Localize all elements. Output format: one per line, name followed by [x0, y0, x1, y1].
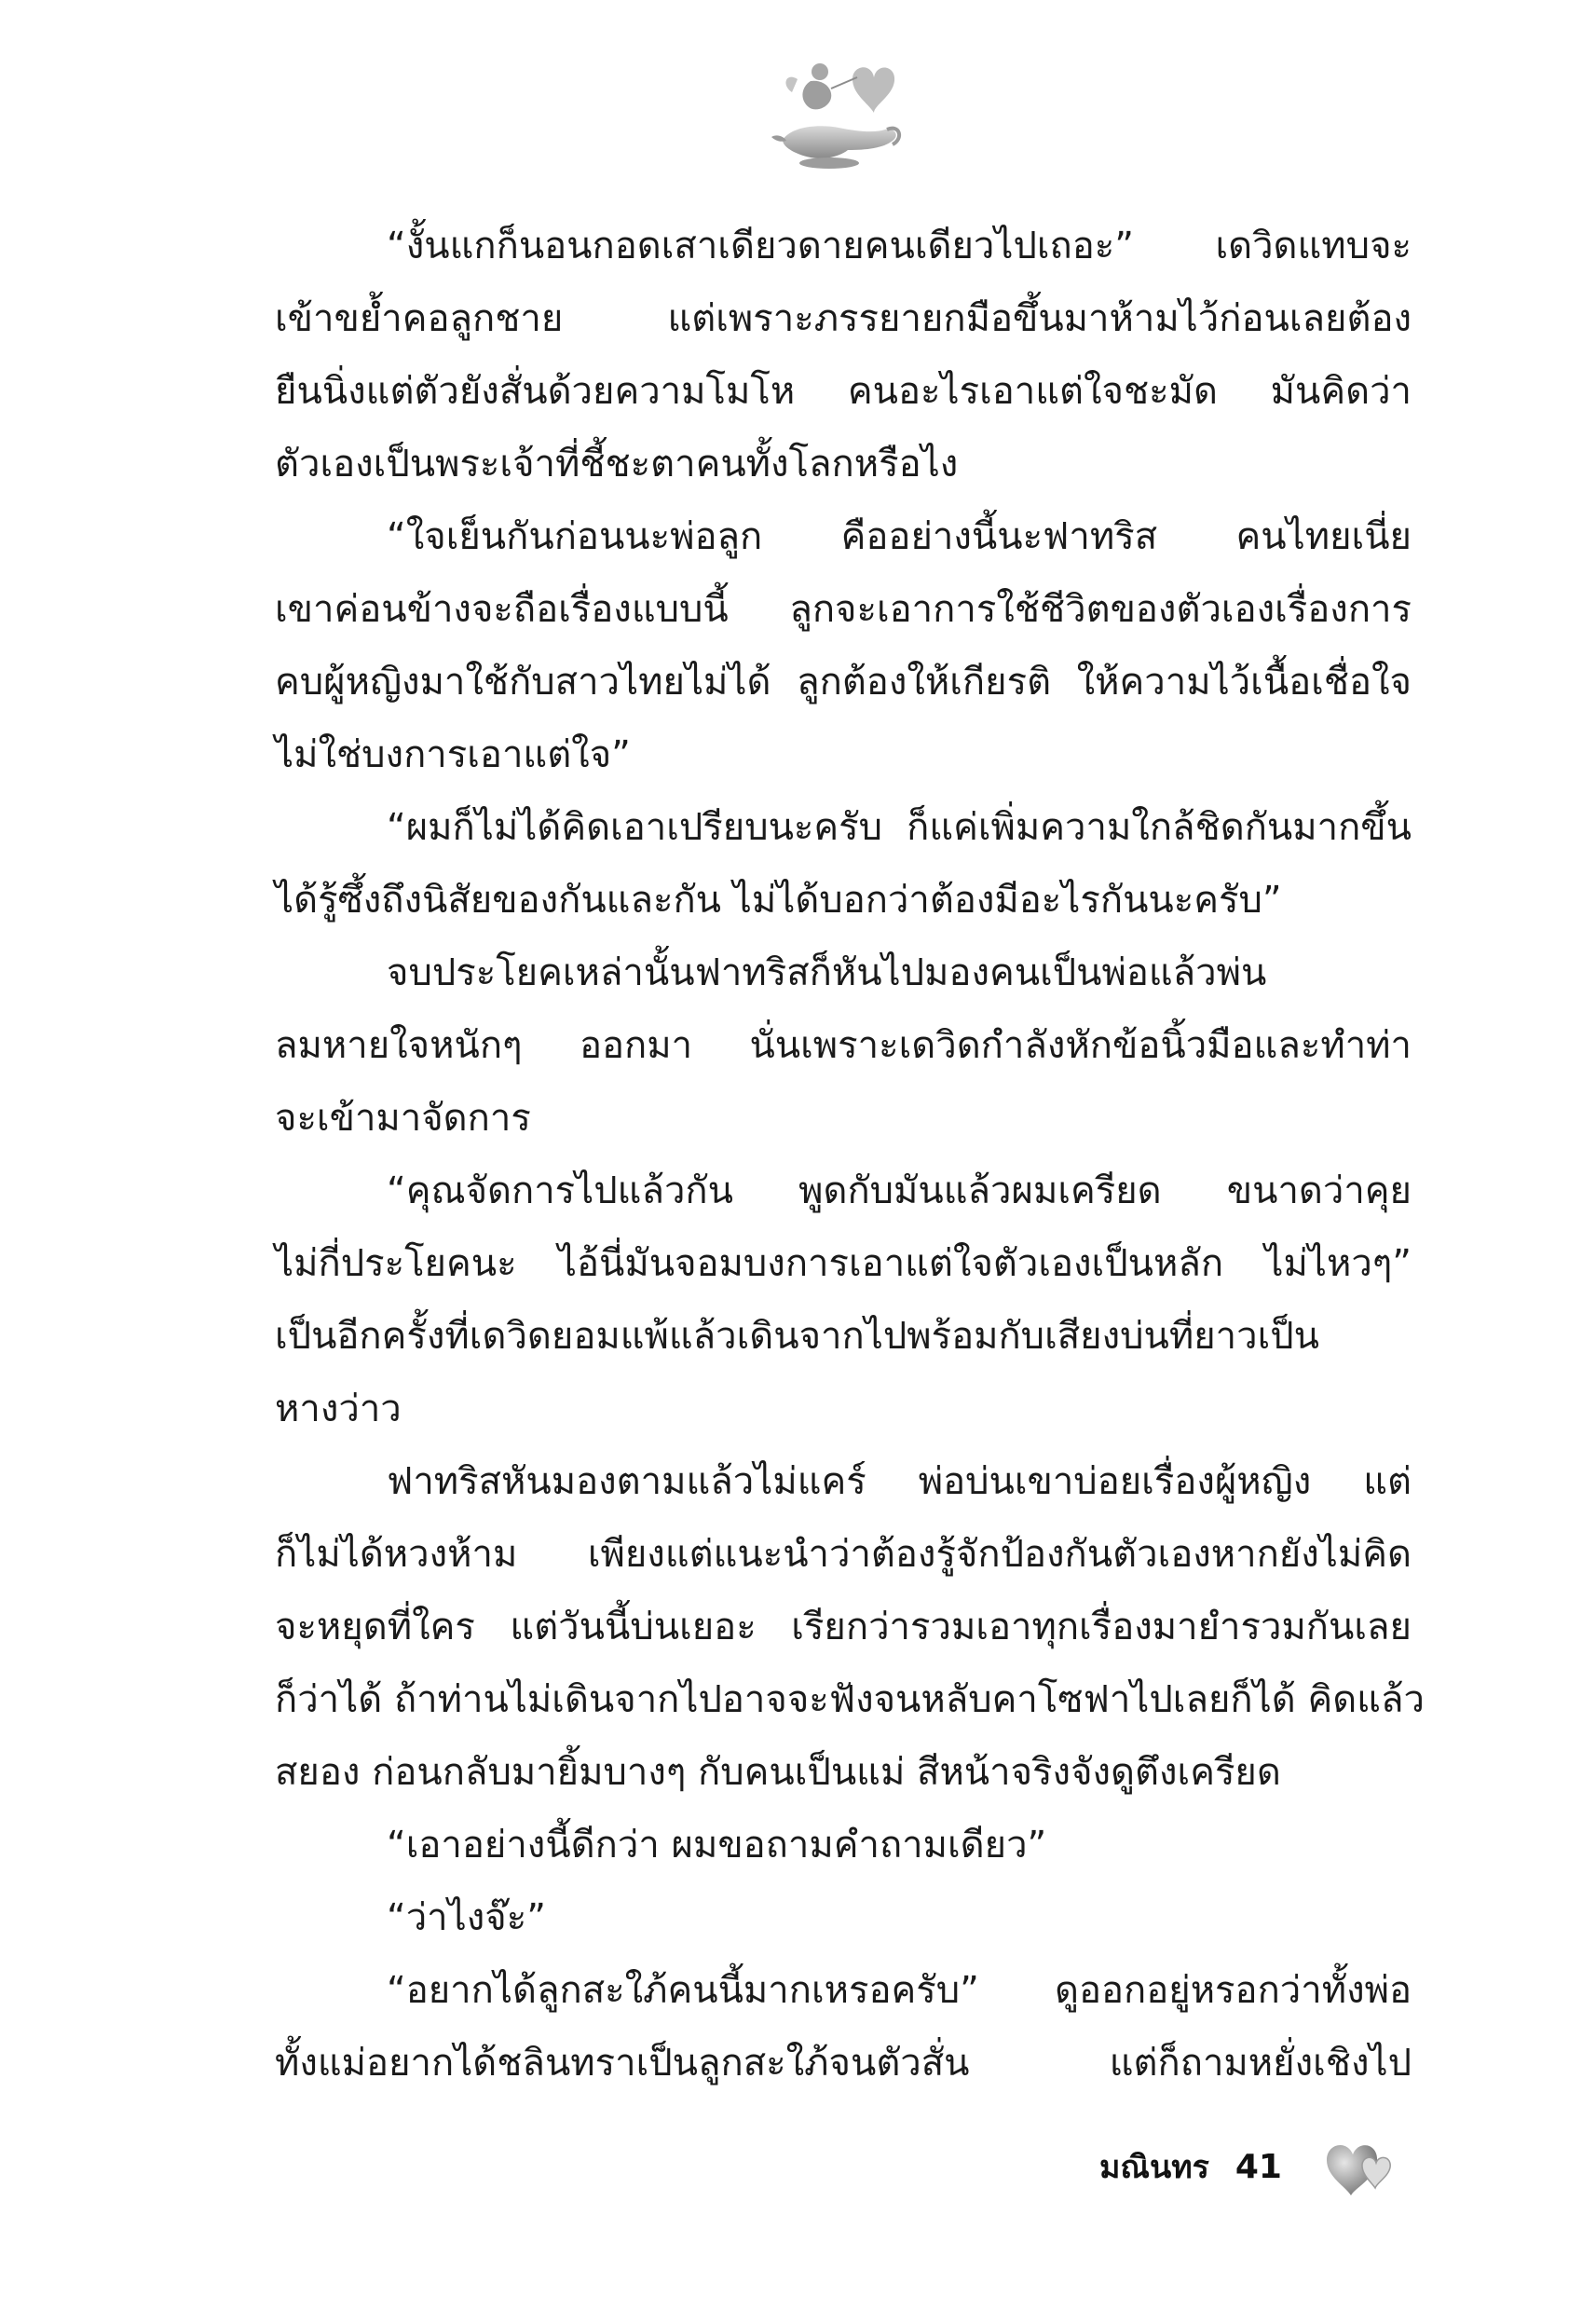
book-title: มณินทร [1099, 2149, 1209, 2186]
text-line: จบประโยคเหล่านั้นฟาทริสก็หันไปมองคนเป็นพ่อแล้วพ่น [387, 951, 1267, 994]
text-line: ฟาทริสหันมองตามแล้วไม่แคร์ พ่อบ่นเขาบ่อยเรื่องผู้หญิง แต่ [387, 1460, 1412, 1503]
text-line: “เอาอย่างนี้ดีกว่า ผมขอถามคำถามเดียว” [387, 1824, 1047, 1867]
text-line: ก็ไม่ได้หวงห้าม เพียงแต่แนะนำว่าต้องรู้จักป้องกันตัวเองหากยังไม่คิด [275, 1533, 1412, 1576]
body-text [275, 210, 1425, 2099]
text-line: คบผู้หญิงมาใช้กับสาวไทยไม่ได้ ลูกต้องให้เกียรติ ให้ความไว้เนื้อเชื่อใจ [275, 661, 1412, 704]
text-line: “คุณจัดการไปแล้วกัน พูดกับมันแล้วผมเครียด ขนาดว่าคุย [387, 1169, 1412, 1212]
text-line: จะหยุดที่ใคร แต่วันนี้บ่นเยอะ เรียกว่ารวมเอาทุกเรื่องมายำรวมกันเลย [275, 1606, 1412, 1648]
text-line: “ว่าไงจ๊ะ” [387, 1896, 546, 1939]
text-line: จะเข้ามาจัดการ [275, 1097, 531, 1140]
page-number: 41 [1235, 2147, 1282, 2186]
text-line: ก็ว่าได้ ถ้าท่านไม่เดินจากไปอาจจะฟังจนหลับคาโซฟาไปเลยก็ได้ คิดแล้ว [275, 1678, 1425, 1721]
text-line: ไม่กี่ประโยคนะ ไอ้นี่มันจอมบงการเอาแต่ใจตัวเองเป็นหลัก ไม่ไหวๆ” [275, 1242, 1412, 1285]
text-line: เข้าขย้ำคอลูกชาย แต่เพราะภรรยายกมือขึ้นมาห้ามไว้ก่อนเลยต้อง [275, 297, 1412, 340]
text-line: ได้รู้ซึ้งถึงนิสัยของกันและกัน ไม่ได้บอกว่าต้องมีอะไรกันนะครับ” [275, 879, 1282, 922]
text-line: “งั้นแกก็นอนกอดเสาเดียวดายคนเดียวไปเถอะ” เดวิดแทบจะ [387, 225, 1412, 267]
text-line: “ใจเย็นกันก่อนนะพ่อลูก คืออย่างนี้นะฟาทริส คนไทยเนี่ย [387, 515, 1412, 558]
text-line: ไม่ใช่บงการเอาแต่ใจ” [275, 733, 631, 776]
text-line: ยืนนิ่งแต่ตัวยังสั่นด้วยความโมโห คนอะไรเอาแต่ใจชะมัด มันคิดว่า [275, 370, 1412, 413]
text-line: สยอง ก่อนกลับมายิ้มบางๆ กับคนเป็นแม่ สีหน้าจริงจังดูตึงเครียด [275, 1751, 1281, 1794]
cupid-lamp-icon [764, 51, 904, 177]
text-line: เป็นอีกครั้งที่เดวิดยอมแพ้แล้วเดินจากไปพร้อมกับเสียงบ่นที่ยาวเป็น [275, 1315, 1319, 1358]
text-line: “อยากได้ลูกสะใภ้คนนี้มากเหรอครับ” ดูออกอยู่หรอกว่าทั้งพ่อ [387, 1969, 1412, 2012]
hearts-icon [1317, 2134, 1401, 2199]
text-line: ลมหายใจหนักๆ ออกมา นั่นเพราะเดวิดกำลังหักข้อนิ้วมือและทำท่า [275, 1024, 1412, 1067]
text-line: ทั้งแม่อยากได้ชลินทราเป็นลูกสะใภ้จนตัวสั่น แต่ก็ถามหยั่งเชิงไป [275, 2042, 1412, 2085]
text-line: ตัวเองเป็นพระเจ้าที่ชี้ชะตาคนทั้งโลกหรือไง [275, 443, 959, 485]
text-line: “ผมก็ไม่ได้คิดเอาเปรียบนะครับ ก็แค่เพิ่มความใกล้ชิดกันมากขึ้น [387, 806, 1412, 849]
text-line: เขาค่อนข้างจะถือเรื่องแบบนี้ ลูกจะเอาการใช้ชีวิตของตัวเองเรื่องการ [275, 588, 1412, 631]
text-line: หางว่าว [275, 1388, 402, 1430]
page-footer [1099, 2139, 1401, 2195]
